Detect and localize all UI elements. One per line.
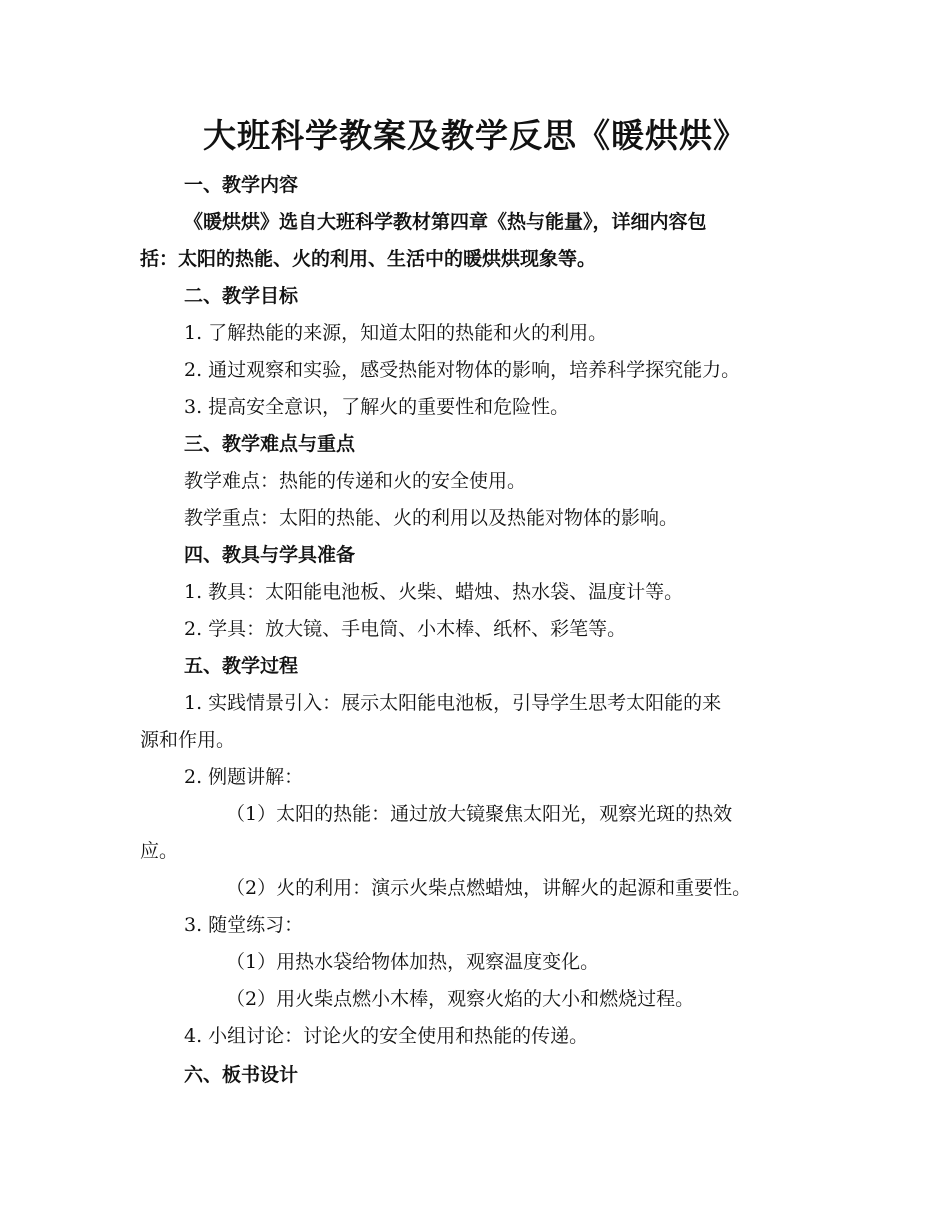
section-heading-goals: 二、教学目标 [184,285,299,307]
sub-list-item: （1）用热水袋给物体加热，观察温度变化。 [226,951,600,973]
list-item: 3. 随堂练习： [184,914,304,936]
list-item: 教学难点：热能的传递和火的安全使用。 [184,470,527,492]
list-item: 2. 学具：放大镜、手电筒、小木棒、纸杯、彩笔等。 [184,618,627,640]
list-item: 2. 例题讲解： [184,766,304,788]
list-item: 1. 教具：太阳能电池板、火柴、蜡烛、热水袋、温度计等。 [184,581,684,603]
paragraph-line: 括：太阳的热能、火的利用、生活中的暖烘烘现象等。 [140,248,597,270]
list-item: 2. 通过观察和实验，感受热能对物体的影响，培养科学探究能力。 [184,359,741,381]
section-heading-content: 一、教学内容 [184,174,299,196]
sub-list-item: （2）用火柴点燃小木棒，观察火焰的大小和燃烧过程。 [226,988,695,1010]
section-heading-process: 五、教学过程 [184,655,299,677]
list-item: 3. 提高安全意识，了解火的重要性和危险性。 [184,396,570,418]
sub-list-item: （1）太阳的热能：通过放大镜聚焦太阳光，观察光斑的热效 [226,803,733,825]
list-item: 4. 小组讨论：讨论火的安全使用和热能的传递。 [184,1025,589,1047]
paragraph-line: 《暖烘烘》选自大班科学教材第四章《热与能量》，详细内容包 [184,211,707,233]
list-item: 1. 实践情景引入：展示太阳能电池板，引导学生思考太阳能的来 [184,692,722,714]
section-heading-board: 六、板书设计 [184,1064,299,1086]
sub-list-item-continuation: 应。 [140,840,179,862]
section-heading-materials: 四、教具与学具准备 [184,544,356,566]
document-title: 大班科学教案及教学反思《暖烘烘》 [203,116,747,155]
section-heading-difficulty: 三、教学难点与重点 [184,433,356,455]
list-item: 1. 了解热能的来源，知道太阳的热能和火的利用。 [184,322,608,344]
sub-list-item: （2）火的利用：演示火柴点燃蜡烛，讲解火的起源和重要性。 [226,877,752,899]
list-item-continuation: 源和作用。 [140,729,236,751]
list-item: 教学重点：太阳的热能、火的利用以及热能对物体的影响。 [184,507,679,529]
